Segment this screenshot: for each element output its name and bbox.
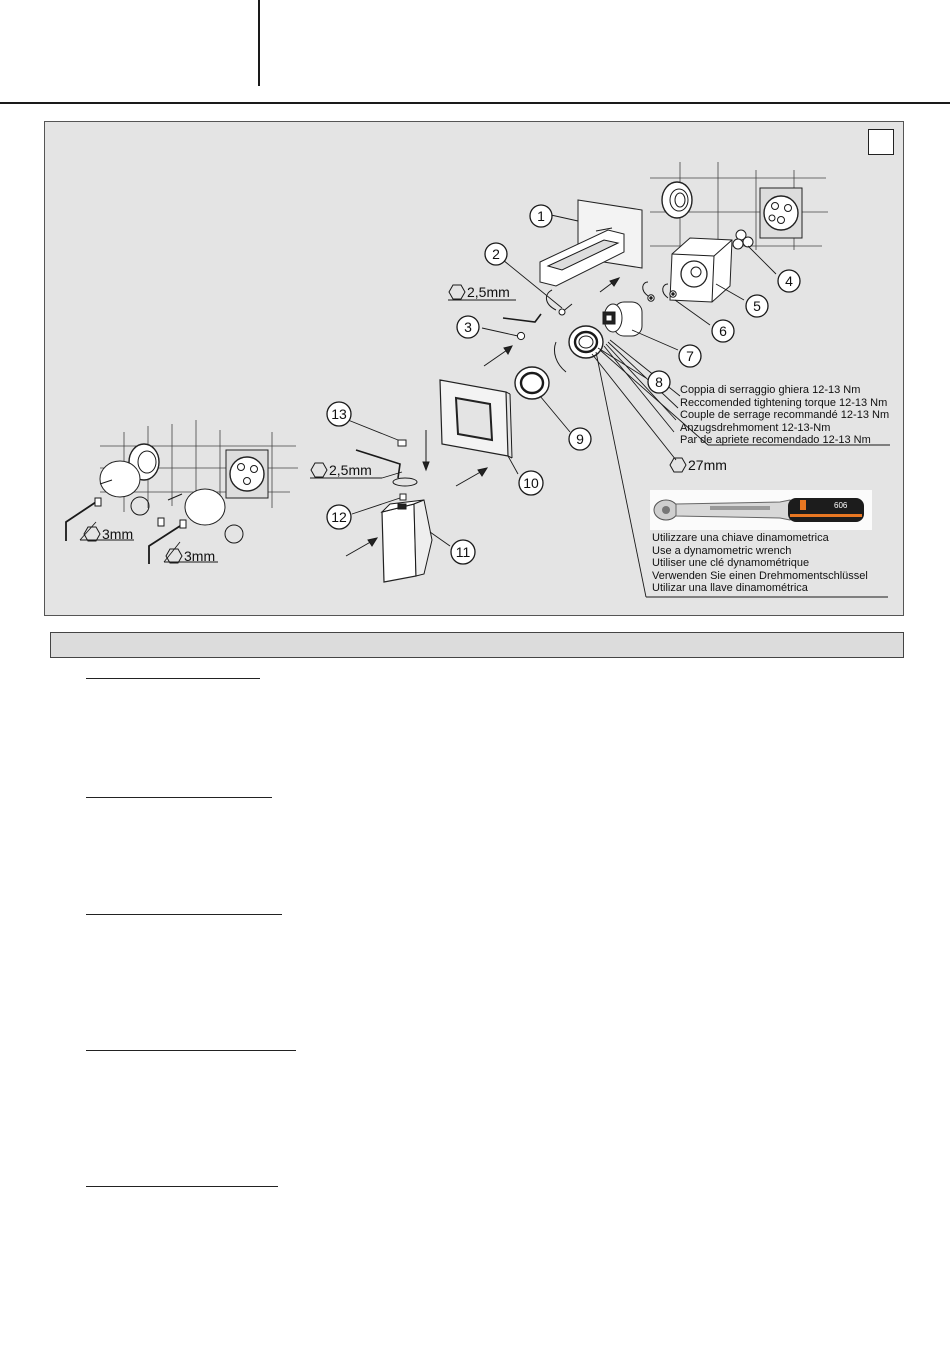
section-header-bar xyxy=(50,632,904,658)
part-2-screw xyxy=(559,304,572,315)
part-9-cap-ring xyxy=(515,367,549,399)
callout-4: 4 xyxy=(785,273,793,289)
section-underline-1 xyxy=(86,678,260,679)
callout-3: 3 xyxy=(464,319,472,335)
part-11-handle xyxy=(382,500,432,582)
left-valve-body xyxy=(226,450,268,498)
callout-11: 11 xyxy=(455,544,471,560)
part-5-cover-box xyxy=(670,238,732,302)
part-12-grub-screw xyxy=(400,494,406,500)
callout-1: 1 xyxy=(537,208,545,224)
torque-note-en: Reccomended tightening torque 12-13 Nm xyxy=(680,396,888,409)
o-rings xyxy=(733,230,753,249)
torque-note-fr: Couple de serrage recommandé 12-13 Nm xyxy=(680,409,890,422)
torque-wrench-image xyxy=(650,490,872,530)
wrench-note-en: Use a dynamometric wrench xyxy=(652,544,792,557)
callout-6: 6 xyxy=(719,323,727,339)
allen-key-3-left-2 xyxy=(149,526,180,564)
part-8-ring-nut xyxy=(569,326,603,358)
torque-notes xyxy=(680,384,889,447)
callout-8: 8 xyxy=(655,374,663,390)
allen-key-3-left-1 xyxy=(66,502,96,541)
section-underline-5 xyxy=(86,1186,278,1187)
torque-note-es: Par de apriete recomendado 12-13 Nm xyxy=(680,434,871,447)
wrench-note-it: Utilizzare una chiave dinamometrica xyxy=(652,532,829,544)
hex-size-left-1: 3mm xyxy=(102,526,134,542)
wrench-notes xyxy=(652,532,868,595)
section-underline-4 xyxy=(86,1050,296,1051)
torque-wrench-icon xyxy=(650,490,872,530)
callout-13: 13 xyxy=(331,406,347,422)
wrench-note-fr: Utiliser une clé dynamométrique xyxy=(652,557,810,570)
torque-note-de: Anzugsdrehmoment 12-13-Nm xyxy=(680,421,831,434)
wrench-brand-text: 606 xyxy=(834,501,848,510)
part-3-washer xyxy=(517,332,524,339)
callout-7: 7 xyxy=(686,348,694,364)
wrench-note-es: Utilizar una llave dinamométrica xyxy=(652,582,808,595)
hex-size-left-2: 3mm xyxy=(184,548,216,564)
allen-key-2-5-top xyxy=(503,314,541,322)
hex-size-top: 2,5mm xyxy=(467,284,510,300)
callout-12: 12 xyxy=(331,509,347,525)
section-underline-2 xyxy=(86,797,272,798)
callout-2: 2 xyxy=(492,246,500,262)
torque-note-it: Coppia di serraggio ghiera 12-13 Nm xyxy=(680,384,861,396)
hex-size-handle: 2,5mm xyxy=(329,462,372,478)
wrench-note-de: Verwenden Sie einen Drehmomentschlüssel xyxy=(652,569,868,582)
callout-10: 10 xyxy=(523,475,539,491)
part-1-spout xyxy=(540,200,642,286)
section-underline-3 xyxy=(86,914,282,915)
wall-valve-body xyxy=(760,188,802,238)
wall-outlet-flange xyxy=(662,182,692,218)
part-13-grub-screw xyxy=(398,440,406,446)
part-10-cover-plate xyxy=(440,380,512,458)
callout-9: 9 xyxy=(576,431,584,447)
callout-5: 5 xyxy=(753,298,761,314)
part-7-cartridge xyxy=(603,302,642,336)
hex-size-ring-nut: 27mm xyxy=(688,457,727,473)
